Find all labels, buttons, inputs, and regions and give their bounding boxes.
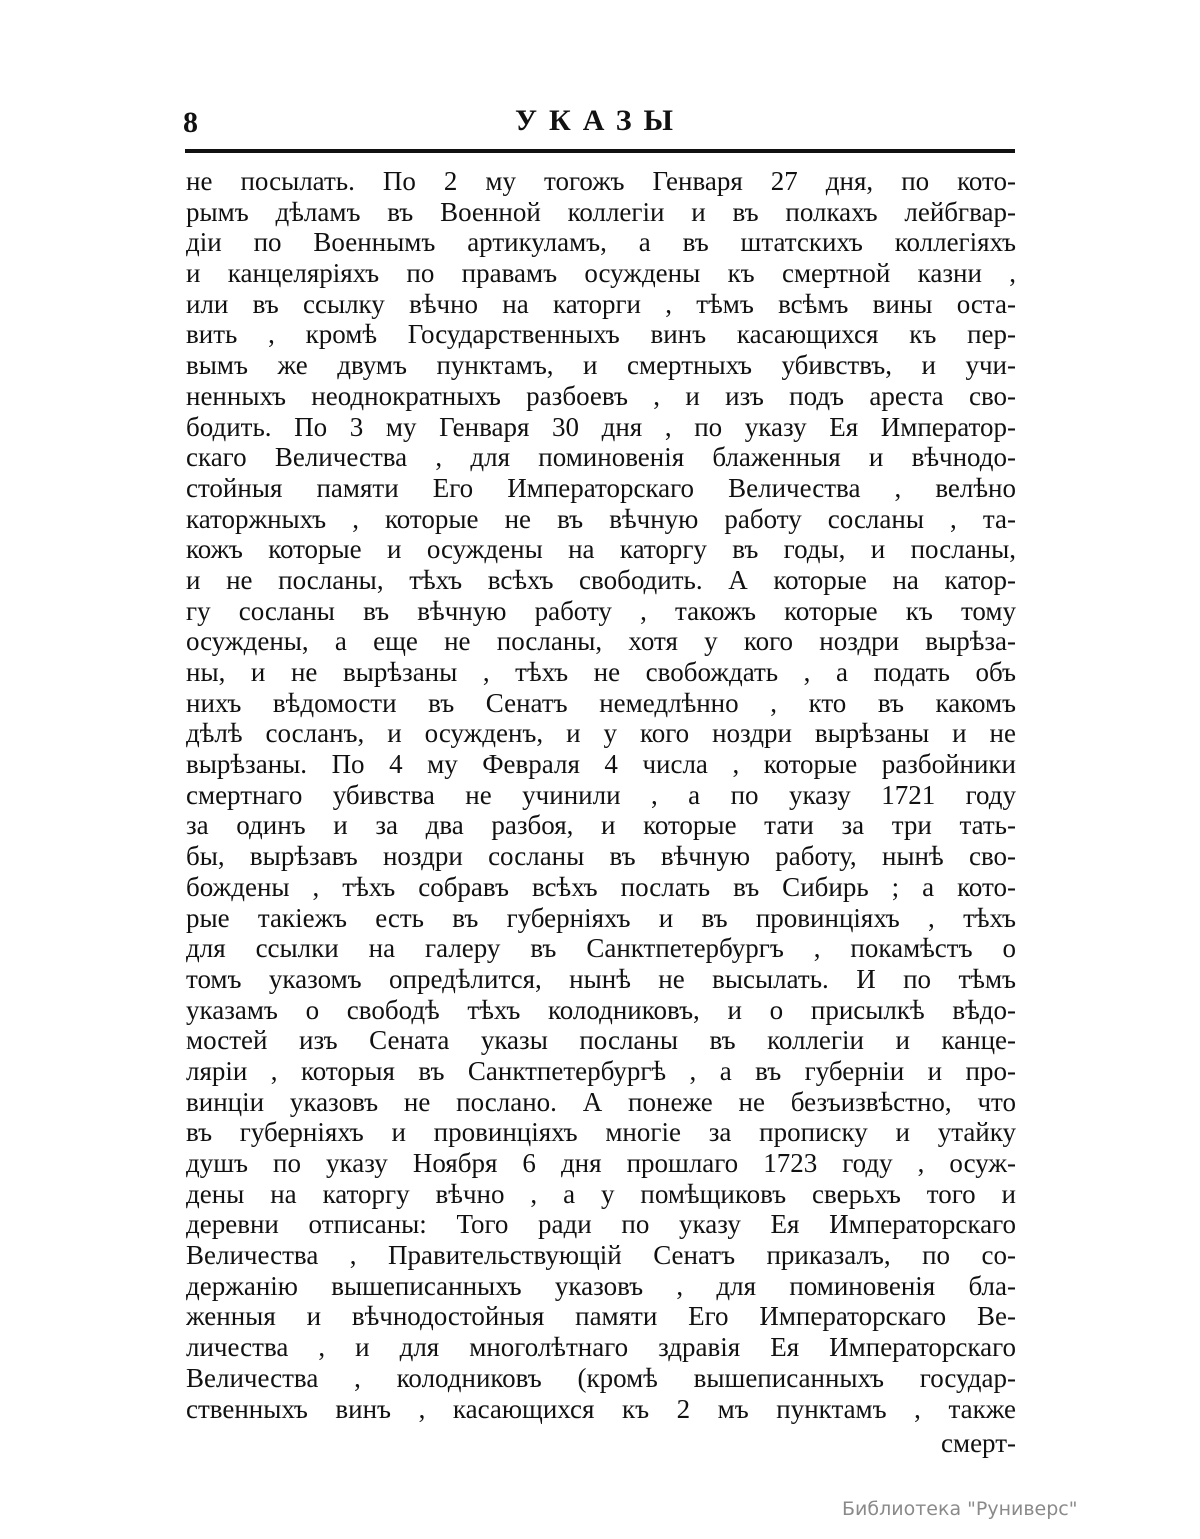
text-line: бождены , тѣхъ собравъ всѣхъ послать въ Сибирь ; а кото- — [186, 871, 1016, 902]
text-line: скаго Величества , для поминовенiя блаженныя и вѣчнодо- — [186, 442, 1016, 473]
running-title: УКАЗЫ — [515, 104, 685, 137]
text-line: указамъ о свободѣ тѣхъ колодниковъ, и о присылкѣ вѣдо- — [186, 994, 1016, 1025]
text-line: бодить. По 3 му Генваря 30 дня , по указу Ея Император- — [186, 411, 1016, 442]
library-watermark: Библиотека "Руниверс" — [842, 1498, 1078, 1520]
text-line: вить , кромѣ Государственныхъ винъ касающихся къ пер- — [186, 319, 1016, 350]
text-line: смертнаго убивства не учинили , а по указу 1721 году — [186, 779, 1016, 810]
text-line: томъ указомъ опредѣлится, нынѣ не высылать. И по тѣмъ — [186, 963, 1016, 994]
text-line: или въ ссылку вѣчно на каторги , тѣмъ всѣмъ вины оста- — [186, 288, 1016, 319]
catchword: смерт- — [941, 1428, 1016, 1458]
text-line: винцiи указовъ не послано. А понеже не безъизвѣстно, что — [186, 1086, 1016, 1117]
text-line: стойныя памяти Его Императорскаго Величества , велѣно — [186, 472, 1016, 503]
text-line: гу сосланы въ вѣчную работу , такожъ которые къ тому — [186, 595, 1016, 626]
text-line: дены на каторгу вѣчно , а у помѣщиковъ сверьхъ того и — [186, 1178, 1016, 1209]
text-line: въ губернiяхъ и провинцiяхъ многiе за прописку и утайку — [186, 1117, 1016, 1148]
text-line: дiи по Военнымъ артикуламъ, а въ штатскихъ коллегiяхъ — [186, 227, 1016, 258]
text-line: бы, вырѣзавъ ноздри сосланы въ вѣчную работу, нынѣ сво- — [186, 841, 1016, 872]
text-line: и не посланы, тѣхъ всѣхъ свободить. А которые на катор- — [186, 564, 1016, 595]
text-line: кожъ которые и осуждены на каторгу въ годы, и посланы, — [186, 534, 1016, 565]
text-line: деревни отписаны: Того ради по указу Ея Императорскаго — [186, 1209, 1016, 1240]
text-line: нихъ вѣдомости въ Сенатъ немедлѣнно , кто въ какомъ — [186, 687, 1016, 718]
text-line: вымъ же двумъ пунктамъ, и смертныхъ убивствъ, и учи- — [186, 350, 1016, 381]
text-line: держанiю вышеписанныхъ указовъ , для поминовенiя бла- — [186, 1270, 1016, 1301]
text-line: для ссылки на галеру въ Санктпетербургъ , покамѣстъ о — [186, 933, 1016, 964]
text-line: женныя и вѣчнодостойныя памяти Его Императорскаго Ве- — [186, 1301, 1016, 1332]
text-line: ненныхъ неоднократныхъ разбоевъ , и изъ подъ ареста сво- — [186, 380, 1016, 411]
text-line: не посылать. По 2 му тогожъ Генваря 27 дня, по кото- — [186, 166, 1016, 196]
text-line: рые такiежъ есть въ губернiяхъ и въ провинцiяхъ , тѣхъ — [186, 902, 1016, 933]
header-rule — [185, 149, 1015, 153]
text-line: мостей изъ Сената указы посланы въ коллегiи и канце- — [186, 1025, 1016, 1056]
text-line: за одинъ и за два разбоя, и которые тати за три тать- — [186, 810, 1016, 841]
text-line: вырѣзаны. По 4 му Февраля 4 числа , которые разбойники — [186, 749, 1016, 780]
text-line: осуждены, а еще не посланы, хотя у кого ноздри вырѣза- — [186, 626, 1016, 657]
text-line: каторжныхъ , которые не въ вѣчную работу сосланы , та- — [186, 503, 1016, 534]
text-line: ственныхъ винъ , касающихся къ 2 мъ пунктамъ , также — [186, 1393, 1016, 1424]
page-number: 8 — [183, 106, 198, 139]
body-text — [186, 166, 1016, 1424]
text-line: Величества , Правительствующiй Сенатъ приказалъ, по со- — [186, 1240, 1016, 1271]
text-line: личества , и для многолѣтнаго здравiя Ея Императорскаго — [186, 1332, 1016, 1363]
text-line: рымъ дѣламъ въ Военной коллегiи и въ полкахъ лейбгвар- — [186, 196, 1016, 227]
text-line: дѣлѣ сосланъ, и осужденъ, и у кого ноздри вырѣзаны и не — [186, 718, 1016, 749]
text-line: душъ по указу Ноября 6 дня прошлаго 1723 году , осуж- — [186, 1148, 1016, 1178]
text-line: Величества , колодниковъ (кромѣ вышеписанныхъ государ- — [186, 1362, 1016, 1393]
text-line: лярiи , которыя въ Санктпетербургѣ , а въ губернiи и про- — [186, 1055, 1016, 1086]
text-line: ны, и не вырѣзаны , тѣхъ не свобождать , а подать объ — [186, 657, 1016, 687]
text-line: и канцелярiяхъ по правамъ осуждены къ смертной казни , — [186, 258, 1016, 289]
